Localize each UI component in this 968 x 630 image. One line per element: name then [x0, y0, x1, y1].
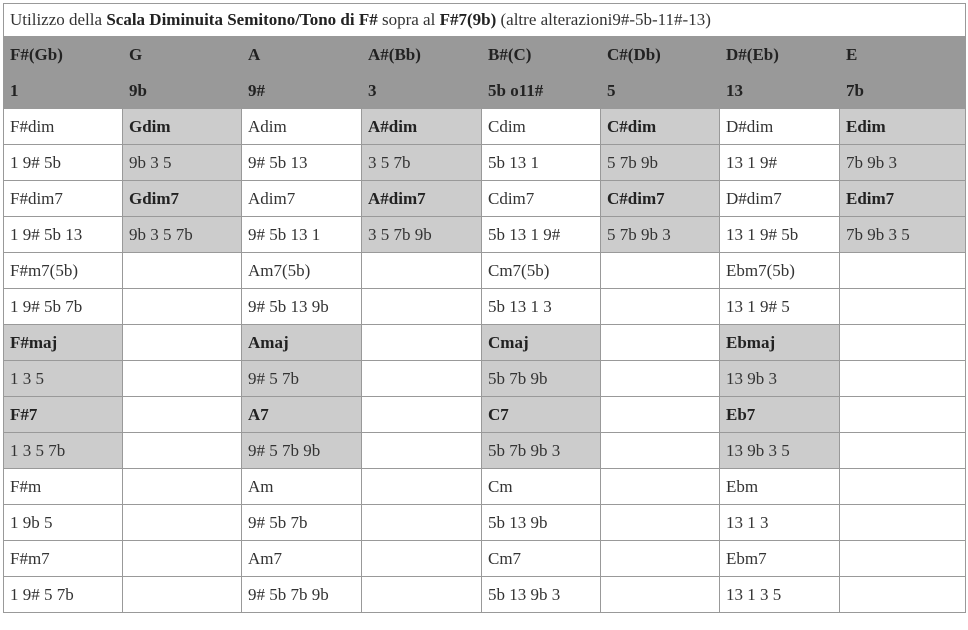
- header-note-cell: B#(C): [482, 37, 601, 73]
- header-note-cell: F#(Gb): [4, 37, 123, 73]
- chord-degrees-cell: [840, 505, 966, 541]
- chord-name-cell: F#dim: [4, 109, 123, 145]
- chord-name-cell: Cmaj: [482, 325, 601, 361]
- header-row-degrees: [4, 73, 966, 109]
- chord-degrees-cell: 7b 9b 3 5: [840, 217, 966, 253]
- chord-degrees-row: [4, 217, 966, 253]
- chord-name-cell: [362, 469, 482, 505]
- header-degree-cell: 7b: [840, 73, 966, 109]
- chord-name-cell: [601, 253, 720, 289]
- title-text-2: sopra al: [377, 10, 440, 29]
- chord-name-cell: Am7(5b): [242, 253, 362, 289]
- chord-name-cell: F#maj: [4, 325, 123, 361]
- chord-degrees-cell: [362, 361, 482, 397]
- chord-degrees-cell: 5b 13 9b 3: [482, 577, 601, 613]
- chord-degrees-cell: 7b 9b 3: [840, 145, 966, 181]
- title-chord-name: F#7(9b): [439, 10, 497, 29]
- chord-name-cell: [123, 541, 242, 577]
- chord-name-row: [4, 325, 966, 361]
- chord-degrees-cell: [601, 433, 720, 469]
- header-degree-cell: 9b: [123, 73, 242, 109]
- chord-degrees-cell: 5b 13 1 3: [482, 289, 601, 325]
- chord-degrees-cell: 13 1 9#: [720, 145, 840, 181]
- chord-name-cell: Edim: [840, 109, 966, 145]
- chord-name-cell: F#dim7: [4, 181, 123, 217]
- header-row-notes: [4, 37, 966, 73]
- chord-degrees-cell: 5 7b 9b 3: [601, 217, 720, 253]
- chord-degrees-cell: [123, 505, 242, 541]
- chord-name-cell: Edim7: [840, 181, 966, 217]
- chord-degrees-cell: [123, 289, 242, 325]
- chord-name-cell: [601, 397, 720, 433]
- chord-degrees-cell: 5b 7b 9b: [482, 361, 601, 397]
- chord-name-cell: D#dim7: [720, 181, 840, 217]
- chord-degrees-cell: 5b 13 9b: [482, 505, 601, 541]
- chord-degrees-cell: 9# 5b 7b: [242, 505, 362, 541]
- chord-name-cell: Adim7: [242, 181, 362, 217]
- chord-degrees-cell: [840, 577, 966, 613]
- chord-name-row: [4, 109, 966, 145]
- chord-name-cell: Gdim: [123, 109, 242, 145]
- header-note-cell: G: [123, 37, 242, 73]
- chord-degrees-cell: 1 9# 5b: [4, 145, 123, 181]
- chord-degrees-cell: 9# 5 7b: [242, 361, 362, 397]
- chord-name-cell: F#m: [4, 469, 123, 505]
- chord-name-cell: F#m7(5b): [4, 253, 123, 289]
- header-note-cell: A#(Bb): [362, 37, 482, 73]
- chord-degrees-cell: 9# 5b 7b 9b: [242, 577, 362, 613]
- header-degree-cell: 1: [4, 73, 123, 109]
- chord-degrees-cell: 3 5 7b 9b: [362, 217, 482, 253]
- chord-degrees-cell: 1 3 5 7b: [4, 433, 123, 469]
- chord-name-cell: [362, 541, 482, 577]
- chord-scale-table: [3, 3, 966, 613]
- chord-name-cell: Eb7: [720, 397, 840, 433]
- chord-degrees-row: [4, 505, 966, 541]
- chord-name-cell: [123, 325, 242, 361]
- chord-degrees-cell: 9# 5 7b 9b: [242, 433, 362, 469]
- chord-degrees-cell: 9# 5b 13: [242, 145, 362, 181]
- chord-name-cell: [840, 325, 966, 361]
- chord-name-cell: Am7: [242, 541, 362, 577]
- chord-name-cell: Cdim: [482, 109, 601, 145]
- chord-name-cell: [601, 325, 720, 361]
- chord-degrees-cell: [123, 361, 242, 397]
- header-degree-cell: 9#: [242, 73, 362, 109]
- chord-degrees-cell: [123, 433, 242, 469]
- chord-name-cell: [840, 253, 966, 289]
- chord-degrees-row: [4, 289, 966, 325]
- chord-name-cell: Cm: [482, 469, 601, 505]
- chord-degrees-cell: 5b 13 1: [482, 145, 601, 181]
- chord-degrees-cell: 13 9b 3: [720, 361, 840, 397]
- chord-name-cell: A7: [242, 397, 362, 433]
- chord-degrees-cell: [601, 577, 720, 613]
- chord-name-cell: Gdim7: [123, 181, 242, 217]
- chord-degrees-cell: 1 9# 5 7b: [4, 577, 123, 613]
- header-degree-cell: 5b o11#: [482, 73, 601, 109]
- chord-degrees-cell: 3 5 7b: [362, 145, 482, 181]
- chord-degrees-cell: [362, 577, 482, 613]
- chord-name-cell: Ebm7: [720, 541, 840, 577]
- chord-name-row: [4, 469, 966, 505]
- chord-degrees-cell: 1 9# 5b 7b: [4, 289, 123, 325]
- chord-name-cell: Amaj: [242, 325, 362, 361]
- chord-name-cell: Ebmaj: [720, 325, 840, 361]
- header-degree-cell: 3: [362, 73, 482, 109]
- chord-name-row: [4, 181, 966, 217]
- chord-degrees-cell: 9# 5b 13 1: [242, 217, 362, 253]
- chord-degrees-cell: [362, 505, 482, 541]
- chord-name-cell: Cm7(5b): [482, 253, 601, 289]
- chord-degrees-cell: 9b 3 5 7b: [123, 217, 242, 253]
- chord-degrees-cell: 9# 5b 13 9b: [242, 289, 362, 325]
- chord-degrees-cell: [601, 361, 720, 397]
- chord-degrees-cell: 13 1 9# 5b: [720, 217, 840, 253]
- chord-degrees-cell: [362, 289, 482, 325]
- chord-name-cell: Ebm: [720, 469, 840, 505]
- chord-name-cell: Ebm7(5b): [720, 253, 840, 289]
- chord-name-cell: [362, 325, 482, 361]
- chord-name-cell: F#m7: [4, 541, 123, 577]
- table-title: [4, 4, 966, 37]
- header-note-cell: C#(Db): [601, 37, 720, 73]
- chord-name-cell: [840, 397, 966, 433]
- chord-degrees-cell: 5b 7b 9b 3: [482, 433, 601, 469]
- chord-degrees-cell: 1 3 5: [4, 361, 123, 397]
- chord-name-cell: F#7: [4, 397, 123, 433]
- title-scale-name: Scala Diminuita Semitono/Tono di F#: [106, 10, 378, 29]
- chord-degrees-cell: 5 7b 9b: [601, 145, 720, 181]
- chord-name-cell: [123, 469, 242, 505]
- chord-name-cell: [601, 541, 720, 577]
- chord-degrees-cell: [601, 505, 720, 541]
- chord-name-cell: Adim: [242, 109, 362, 145]
- chord-name-cell: [123, 397, 242, 433]
- chord-degrees-cell: [840, 289, 966, 325]
- title-text-1: Utilizzo della: [10, 10, 107, 29]
- chord-degrees-cell: 13 1 9# 5: [720, 289, 840, 325]
- header-note-cell: D#(Eb): [720, 37, 840, 73]
- chord-degrees-row: [4, 361, 966, 397]
- chord-name-cell: [123, 253, 242, 289]
- chord-name-cell: A#dim7: [362, 181, 482, 217]
- chord-name-cell: D#dim: [720, 109, 840, 145]
- chord-name-row: [4, 253, 966, 289]
- chord-degrees-cell: [840, 433, 966, 469]
- chord-degrees-cell: [840, 361, 966, 397]
- title-text-3: (altre alterazioni9#-5b-11#-13): [496, 10, 711, 29]
- chord-name-cell: C#dim7: [601, 181, 720, 217]
- chord-name-cell: [601, 469, 720, 505]
- chord-name-cell: Am: [242, 469, 362, 505]
- chord-name-cell: [840, 541, 966, 577]
- header-degree-cell: 13: [720, 73, 840, 109]
- chord-degrees-cell: 1 9b 5: [4, 505, 123, 541]
- chord-name-cell: [840, 469, 966, 505]
- chord-degrees-cell: [123, 577, 242, 613]
- chord-degrees-cell: 13 9b 3 5: [720, 433, 840, 469]
- chord-degrees-cell: 13 1 3 5: [720, 577, 840, 613]
- chord-degrees-cell: 1 9# 5b 13: [4, 217, 123, 253]
- chord-degrees-row: [4, 577, 966, 613]
- chord-name-cell: Cdim7: [482, 181, 601, 217]
- header-degree-cell: 5: [601, 73, 720, 109]
- chord-name-row: [4, 541, 966, 577]
- chord-name-cell: [362, 397, 482, 433]
- chord-degrees-cell: [601, 289, 720, 325]
- chord-degrees-cell: 9b 3 5: [123, 145, 242, 181]
- chord-degrees-cell: 5b 13 1 9#: [482, 217, 601, 253]
- header-note-cell: A: [242, 37, 362, 73]
- header-note-cell: E: [840, 37, 966, 73]
- chord-name-cell: C#dim: [601, 109, 720, 145]
- chord-name-cell: A#dim: [362, 109, 482, 145]
- chord-degrees-row: [4, 433, 966, 469]
- chord-degrees-cell: 13 1 3: [720, 505, 840, 541]
- chord-degrees-cell: [362, 433, 482, 469]
- chord-name-row: [4, 397, 966, 433]
- chord-name-cell: C7: [482, 397, 601, 433]
- chord-degrees-row: [4, 145, 966, 181]
- chord-name-cell: Cm7: [482, 541, 601, 577]
- chord-name-cell: [362, 253, 482, 289]
